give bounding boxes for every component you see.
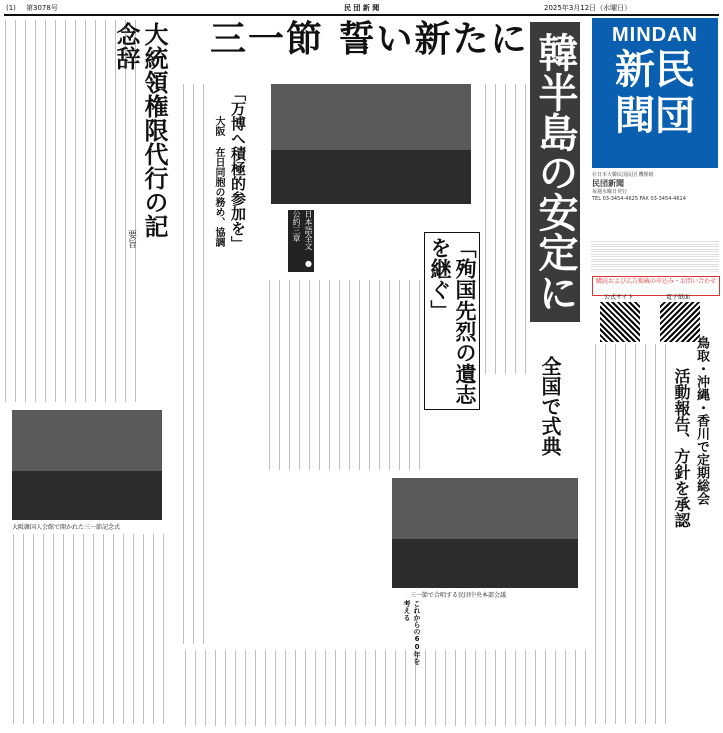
body-text-bottom	[176, 650, 586, 726]
body-text-left	[4, 20, 136, 402]
photo-ceremony-top	[271, 84, 471, 204]
photo-choir	[392, 478, 578, 588]
left-subhead: 要旨	[126, 230, 136, 248]
paper-name: 民 団 新 聞	[344, 4, 380, 12]
publisher-info	[592, 172, 718, 238]
qr-label-site: 公式サイト	[604, 294, 634, 301]
publisher-name: 民団新聞	[592, 179, 624, 188]
logo-english: MINDAN	[612, 24, 698, 46]
subscribe-box: 購読および広告掲載の申込み・お問い合わせ	[592, 276, 720, 296]
publisher-table	[591, 240, 719, 272]
logo-jp-1: 新民	[615, 47, 695, 93]
masthead-bar	[4, 3, 719, 16]
publisher-weekly: 毎週水曜日発行	[592, 189, 628, 195]
issue-number: 第3078号	[26, 4, 58, 12]
right-headline: 鳥取・沖縄・香川で定期総会	[694, 336, 709, 505]
side-headline: 韓半島の安定に寄与	[530, 22, 580, 322]
publisher-tel: TEL 03-3454-4625 FAX 03-3454-4614	[592, 196, 686, 202]
body-text-bottom-left	[4, 534, 164, 724]
center-box	[288, 210, 314, 272]
qr-code-site[interactable]	[600, 302, 640, 342]
body-text-center	[264, 280, 420, 470]
photo-osaka-caption: 大阪韓国人会館で開かれた三一節記念式	[12, 522, 162, 531]
center-box-line2: ●公約三章	[292, 210, 313, 268]
qr-label-paper: 電子紙面	[666, 294, 691, 301]
body-text-column-a	[176, 84, 204, 644]
left-headline: 大統領権限代行の記念辞	[112, 22, 168, 238]
logo-jp-2: 聞団	[615, 93, 695, 139]
nationwide-label: 全国で式典	[538, 356, 562, 456]
photo-choir-caption: 三一節で合唱する民団中央本部会議	[410, 590, 580, 599]
center-headline: 「殉国先烈の遺志を継ぐ」	[424, 232, 480, 410]
page-number: (1)	[6, 4, 16, 12]
photo-osaka	[12, 410, 162, 520]
issue-date: 2025年3月12日（水曜日）	[544, 4, 632, 12]
right-subhead: 活動報告、方針を承認	[672, 368, 691, 528]
body-text-column-b	[476, 84, 526, 374]
body-text-right	[590, 344, 666, 724]
future-text: これからの60年を考える	[403, 600, 421, 665]
expo-headline: 「万博へ積極的参加を」	[229, 86, 247, 251]
expo-subhead: 大阪 在日同胞の務め、協調	[213, 116, 224, 247]
main-headline: 三一節 誓い新たに	[210, 19, 529, 60]
publisher-org: 在日本大韓民国民団 機関紙	[592, 172, 654, 178]
center-box-line1: 日本語全文	[304, 210, 313, 250]
mindan-logo	[592, 18, 718, 168]
